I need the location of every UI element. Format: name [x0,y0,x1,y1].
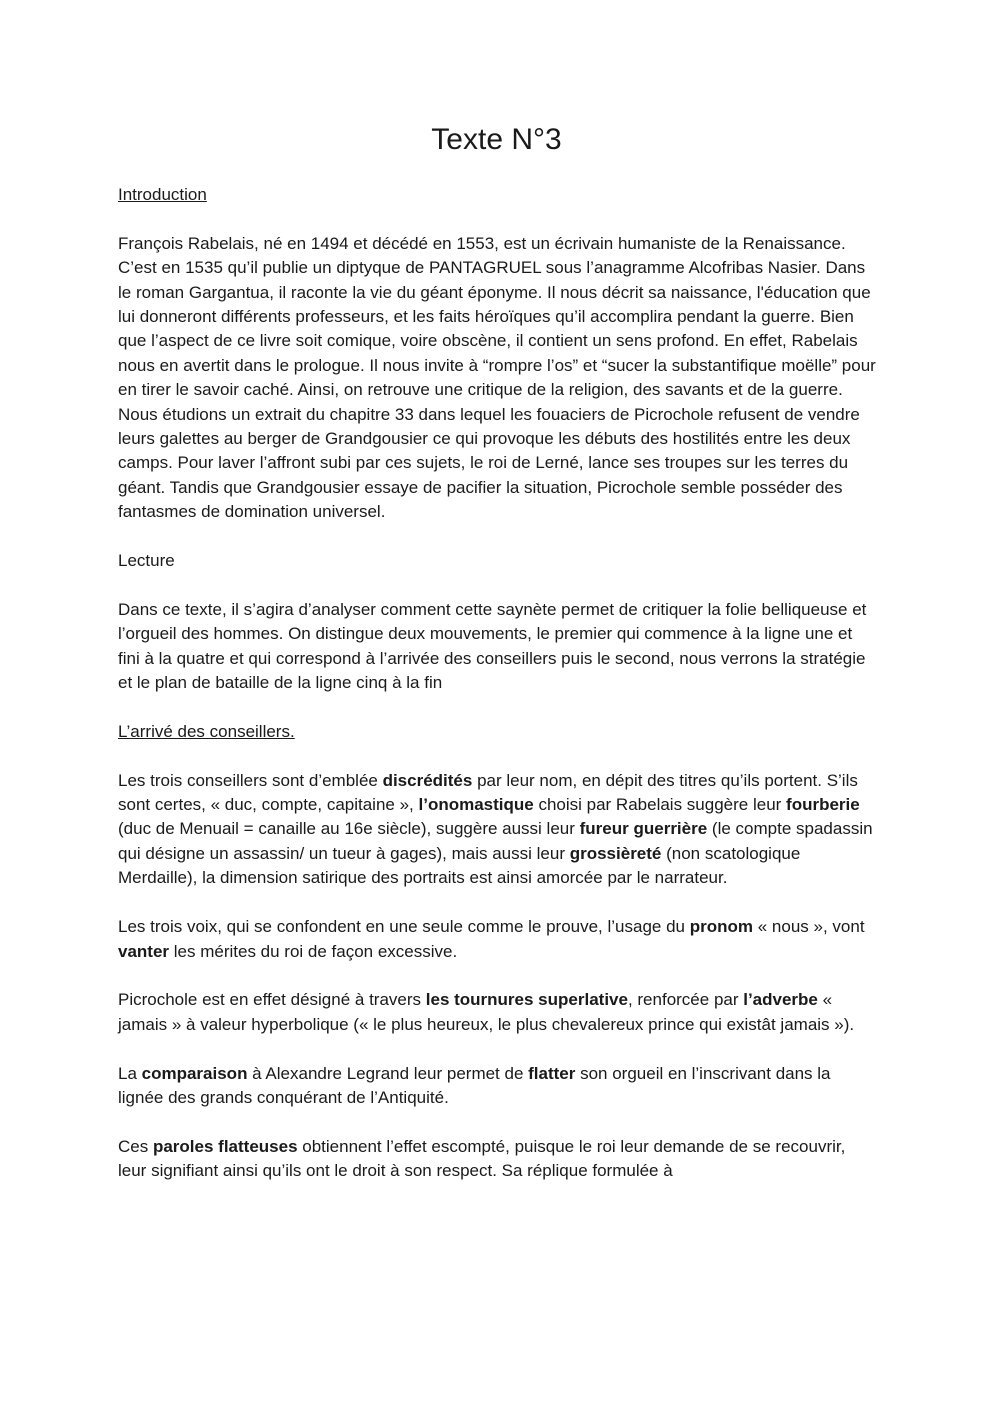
paragraph-comparaison [118,1062,878,1111]
document-body [118,183,878,1208]
page-title: Texte N°3 [431,123,562,156]
bold-term: l’adverbe [743,990,818,1010]
text-run: , renforcée par [627,990,744,1010]
bold-term: discrédités [382,770,473,790]
bold-term: pronom [689,917,754,937]
section-heading-conseillers: L’arrivé des conseillers. [118,721,295,741]
paragraph-paroles-flatteuses [118,1135,878,1184]
text-run: Les trois voix, qui se confondent en une seule comme le prouve, l’usage du [118,917,690,937]
text-run: Dans ce texte, il s’agira d’analyser comment cette saynète permet de critiquer la folie belliqueuse et l’orgueil des hommes. On distingue deux mouvements, le premier qui commence à la ligne une et fini à la quatre et qui correspond à l’arrivée des conseillers puis le second, nous verrons la stratégie et le plan de bataille de la ligne cinq à la fin [118,599,867,693]
bold-term: les tournures superlative [425,990,628,1010]
text-run: « nous », vont [753,917,865,937]
bold-term: fourberie [786,795,860,815]
bold-term: paroles flatteuses [152,1136,298,1156]
bold-term: fureur guerrière [579,819,708,839]
text-run: (le compte spadassin qui désigne un assassin/ un tueur à gages), mais aussi leur [118,819,873,863]
text-run: La [118,1063,142,1083]
paragraph-onomastique [118,769,878,891]
text-run: obtiennent l’effet escompté, puisque le roi leur demande de se recouvrir, leur signifiant ainsi qu’ils ont le droit à son respect. Sa réplique formulée à [118,1136,846,1181]
text-run: (duc de Menuail = canaille au 16e siècle), suggère aussi leur [118,819,580,839]
text-run: choisi par Rabelais suggère leur [533,795,787,815]
text-run: François Rabelais, né en 1494 et décédé en 1553, est un écrivain humaniste de la Renaissance. C’est en 1535 qu’il publie un diptyque de PANTAGRUEL sous l’anagramme Alcofribas Nasier. Dans le roman Gargantua, il raconte la vie du géant éponyme. Il nous décrit sa naissance, l'éducation que lui donneront différents professeurs, et les faits héroïques qu’il accomplira pendant la guerre. Bien que l’aspect de ce livre soit comique, voire obscène, il contient un sens profond. En effet, Rabelais nous en avertit dans le prologue. Il nous invite à “rompre l’os” et “sucer la substantifique moëlle” pour en tirer le savoir caché. Ainsi, on retrouve une critique de la religion, des savants et de la guerre. Nous étudions un extrait du chapitre 33 dans lequel les fouaciers de Picrochole refusent de vendre leurs galettes au berger de Grandgousier ce qui provoque les débuts des hostilités entre les deux camps. Pour laver l’affront subi par ces sujets, le roi de Lerné, lance ses troupes sur les terres du géant. Tandis que Grandgousier essaye de pacifier la situation, Picrochole semble posséder des fantasmes de domination universel. [118,233,876,522]
text-run: Picrochole est en effet désigné à travers [118,990,426,1010]
text-run: son orgueil en l’inscrivant dans la lignée des grands conquérant de l’Antiquité. [118,1063,831,1107]
bold-term: grossièreté [569,843,662,863]
section-heading-lecture: Lecture [118,551,175,571]
paragraph-pronom [118,915,878,964]
text-run: Les trois conseillers sont d’emblée [118,770,383,790]
bold-term: l’onomastique [418,795,534,815]
text-run: « jamais » à valeur hyperbolique (« le plus heureux, le plus chevalereux prince qui existât jamais »). [118,990,855,1034]
text-run: par leur nom, en dépit des titres qu’ils portent. S’ils sont certes, « duc, compte, capitaine », [118,770,858,815]
paragraph-introduction [118,232,878,525]
text-run: les mérites du roi de façon excessive. [169,941,458,961]
section-heading-introduction: Introduction [118,185,207,204]
bold-term: vanter [118,941,170,961]
text-run: à Alexandre Legrand leur permet de [247,1063,529,1083]
paragraph-superlatif [118,988,878,1037]
text-run: Ces [118,1136,153,1156]
bold-term: flatter [528,1063,576,1083]
text-run: (non scatologique Merdaille), la dimension satirique des portraits est ainsi amorcée par le narrateur. [118,843,801,888]
bold-term: comparaison [141,1063,248,1083]
paragraph-lecture [118,598,878,696]
